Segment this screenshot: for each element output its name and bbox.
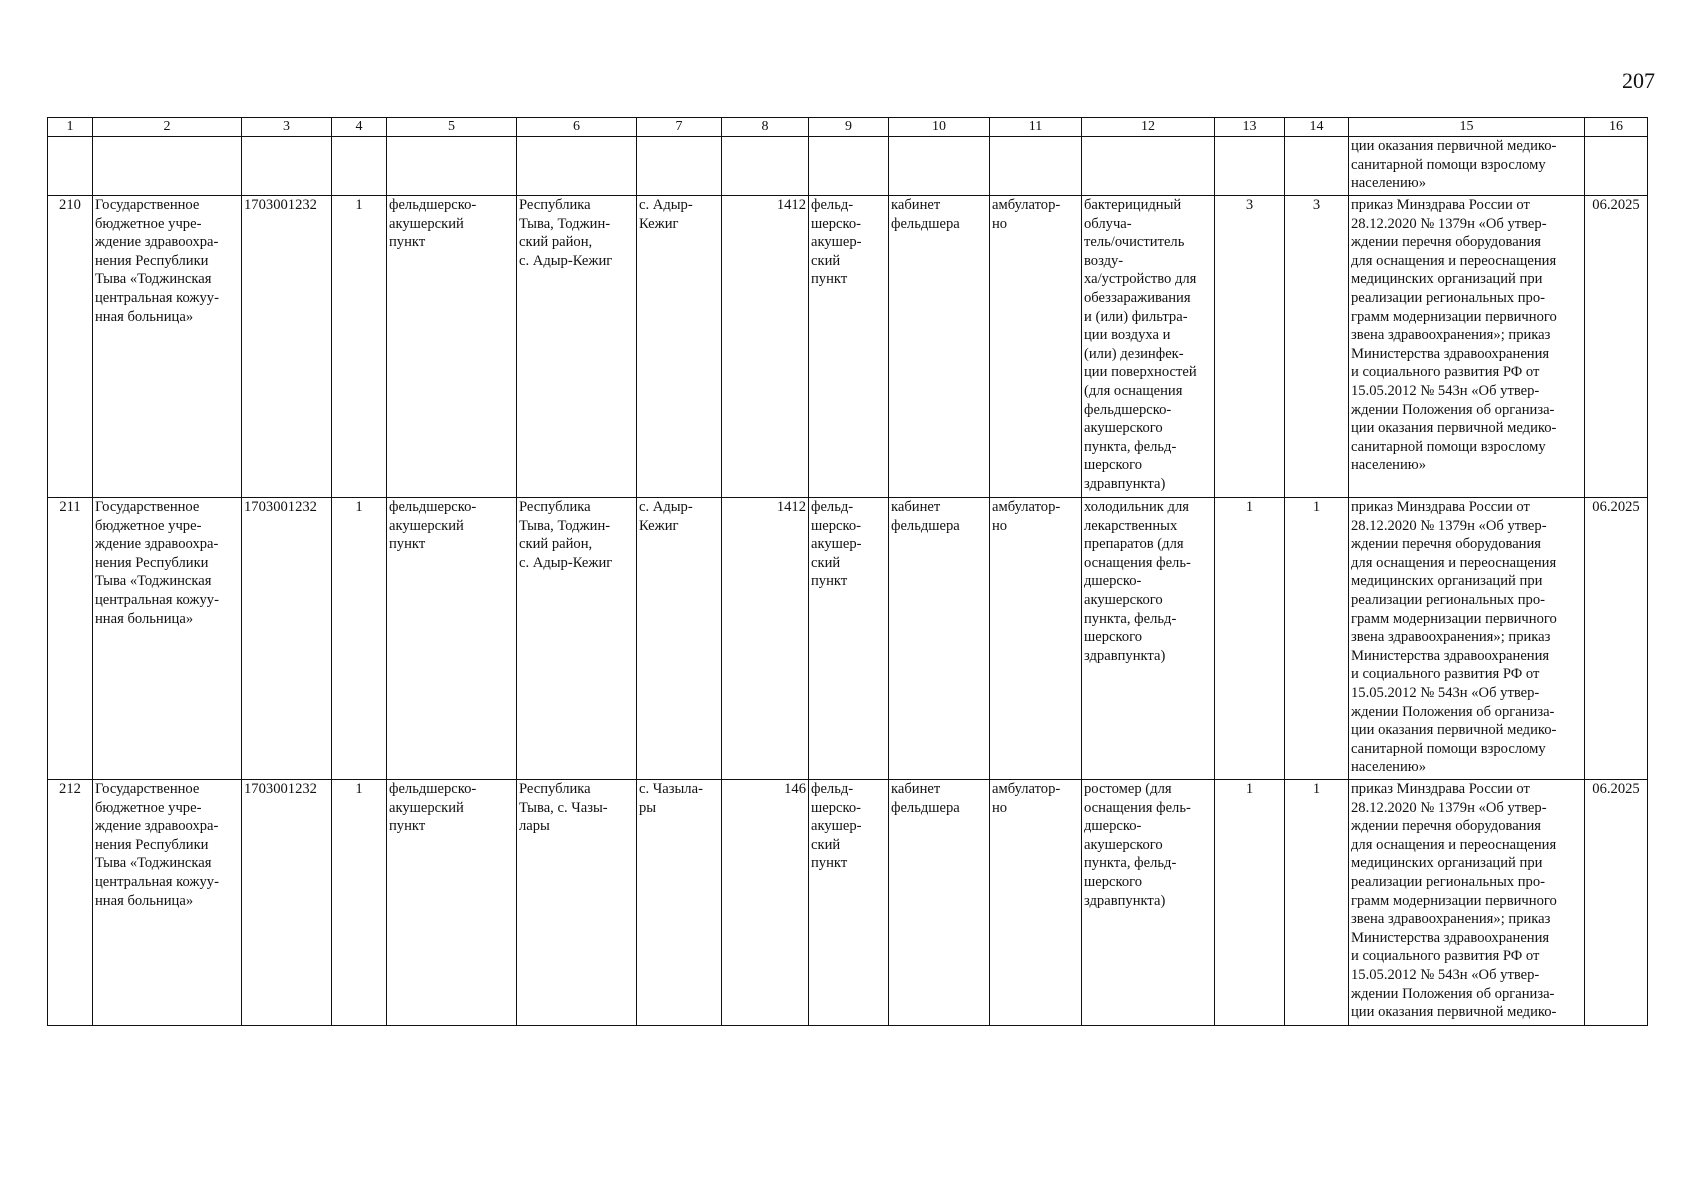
inn-cell: 1703001232 <box>242 196 332 498</box>
qty-col13-cell: 1 <box>1215 498 1285 780</box>
row-number-cell: 210 <box>48 196 93 498</box>
settlement-cell: с. Адыр- Кежиг <box>637 196 722 498</box>
settlement-cell: с. Адыр- Кежиг <box>637 498 722 780</box>
room-cell: кабинет фельдшера <box>889 196 990 498</box>
empty-cell <box>1585 137 1648 196</box>
basis-cell: приказ Минздрава России от 28.12.2020 № 1379н «Об утвер- ждении перечня оборудования для оснащения и переоснащения медицинских организаций при реализации региональных про- грамм модернизации первичного звена здравоохранения»; приказ Министерства здравоохранения и социального развития РФ от 15.05.2012 № 543н «Об утвер- ждении Положения об организа- ции оказания первичной медико- санитарной помощи взрослому населению» <box>1349 196 1585 498</box>
room-cell: кабинет фельдшера <box>889 498 990 780</box>
empty-cell <box>332 137 387 196</box>
header-cell: 12 <box>1082 118 1215 137</box>
settlement-cell: с. Чазыла- ры <box>637 780 722 1026</box>
empty-cell <box>93 137 242 196</box>
population-cell: 1412 <box>722 196 809 498</box>
col4-cell: 1 <box>332 780 387 1026</box>
inn-cell: 1703001232 <box>242 780 332 1026</box>
page-number: 207 <box>1622 68 1655 93</box>
empty-cell <box>990 137 1082 196</box>
table-row <box>48 498 1648 780</box>
unit-cell: фельдшерско- акушерский пункт <box>387 498 517 780</box>
qty-col14-cell: 3 <box>1285 196 1349 498</box>
empty-cell <box>889 137 990 196</box>
equipment-cell: холодильник для лекарственных препаратов (для оснащения фель- дшерско- акушерского пункта, фельд- шерского здравпункта) <box>1082 498 1215 780</box>
header-cell: 4 <box>332 118 387 137</box>
col4-cell: 1 <box>332 196 387 498</box>
header-cell: 2 <box>93 118 242 137</box>
header-cell: 7 <box>637 118 722 137</box>
organization-cell: Государственное бюджетное учре- ждение здравоохра- нения Республики Тыва «Тоджинская центральная кожуу- нная больница» <box>93 780 242 1026</box>
basis-cell: приказ Минздрава России от 28.12.2020 № 1379н «Об утвер- ждении перечня оборудования для оснащения и переоснащения медицинских организаций при реализации региональных про- грамм модернизации первичного звена здравоохранения»; приказ Министерства здравоохранения и социального развития РФ от 15.05.2012 № 543н «Об утвер- ждении Положения об организа- ции оказания первичной медико- санитарной помощи взрослому населению» <box>1349 498 1585 780</box>
header-cell: 6 <box>517 118 637 137</box>
qty-col13-cell: 3 <box>1215 196 1285 498</box>
empty-cell <box>242 137 332 196</box>
organization-cell: Государственное бюджетное учре- ждение здравоохра- нения Республики Тыва «Тоджинская центральная кожуу- нная больница» <box>93 196 242 498</box>
empty-cell <box>387 137 517 196</box>
header-cell: 3 <box>242 118 332 137</box>
unit-type-cell: фельд- шерско- акушер- ский пункт <box>809 498 889 780</box>
table-row <box>48 196 1648 498</box>
unit-type-cell: фельд- шерско- акушер- ский пункт <box>809 196 889 498</box>
qty-col14-cell: 1 <box>1285 780 1349 1026</box>
empty-cell <box>48 137 93 196</box>
header-cell: 14 <box>1285 118 1349 137</box>
header-cell: 9 <box>809 118 889 137</box>
column-number-header <box>48 118 1648 137</box>
empty-cell <box>1215 137 1285 196</box>
header-cell: 8 <box>722 118 809 137</box>
empty-cell <box>809 137 889 196</box>
basis-continued-cell: ции оказания первичной медико- санитарной помощи взрослому населению» <box>1349 137 1585 196</box>
table-row <box>48 780 1648 1026</box>
mode-cell: амбулатор- но <box>990 780 1082 1026</box>
col4-cell: 1 <box>332 498 387 780</box>
unit-cell: фельдшерско- акушерский пункт <box>387 196 517 498</box>
unit-type-cell: фельд- шерско- акушер- ский пункт <box>809 780 889 1026</box>
empty-cell <box>1285 137 1349 196</box>
header-cell: 5 <box>387 118 517 137</box>
room-cell: кабинет фельдшера <box>889 780 990 1026</box>
address-cell: Республика Тыва, Тоджин- ский район, с. Адыр-Кежиг <box>517 498 637 780</box>
inn-cell: 1703001232 <box>242 498 332 780</box>
header-cell: 10 <box>889 118 990 137</box>
date-cell: 06.2025 <box>1585 780 1648 1026</box>
equipment-table <box>47 117 1648 1026</box>
header-cell: 11 <box>990 118 1082 137</box>
empty-cell <box>1082 137 1215 196</box>
row-number-cell: 212 <box>48 780 93 1026</box>
header-cell: 16 <box>1585 118 1648 137</box>
equipment-cell: бактерицидный облуча- тель/очиститель возду- ха/устройство для обеззараживания и (или) фильтра- ции воздуха и (или) дезинфек- ции поверхностей (для оснащения фельдшерско- акушерского пункта, фельд- шерского здравпункта) <box>1082 196 1215 498</box>
mode-cell: амбулатор- но <box>990 196 1082 498</box>
equipment-cell: ростомер (для оснащения фель- дшерско- акушерского пункта, фельд- шерского здравпункта) <box>1082 780 1215 1026</box>
header-cell: 15 <box>1349 118 1585 137</box>
header-cell: 13 <box>1215 118 1285 137</box>
address-cell: Республика Тыва, с. Чазы- лары <box>517 780 637 1026</box>
basis-cell: приказ Минздрава России от 28.12.2020 № 1379н «Об утвер- ждении перечня оборудования для оснащения и переоснащения медицинских организаций при реализации региональных про- грамм модернизации первичного звена здравоохранения»; приказ Министерства здравоохранения и социального развития РФ от 15.05.2012 № 543н «Об утвер- ждении Положения об организа- ции оказания первичной медико- <box>1349 780 1585 1026</box>
date-cell: 06.2025 <box>1585 498 1648 780</box>
qty-col13-cell: 1 <box>1215 780 1285 1026</box>
population-cell: 1412 <box>722 498 809 780</box>
date-cell: 06.2025 <box>1585 196 1648 498</box>
empty-cell <box>517 137 637 196</box>
empty-cell <box>722 137 809 196</box>
mode-cell: амбулатор- но <box>990 498 1082 780</box>
continuation-row <box>48 137 1648 196</box>
empty-cell <box>637 137 722 196</box>
unit-cell: фельдшерско- акушерский пункт <box>387 780 517 1026</box>
row-number-cell: 211 <box>48 498 93 780</box>
header-cell: 1 <box>48 118 93 137</box>
population-cell: 146 <box>722 780 809 1026</box>
address-cell: Республика Тыва, Тоджин- ский район, с. Адыр-Кежиг <box>517 196 637 498</box>
qty-col14-cell: 1 <box>1285 498 1349 780</box>
organization-cell: Государственное бюджетное учре- ждение здравоохра- нения Республики Тыва «Тоджинская центральная кожуу- нная больница» <box>93 498 242 780</box>
